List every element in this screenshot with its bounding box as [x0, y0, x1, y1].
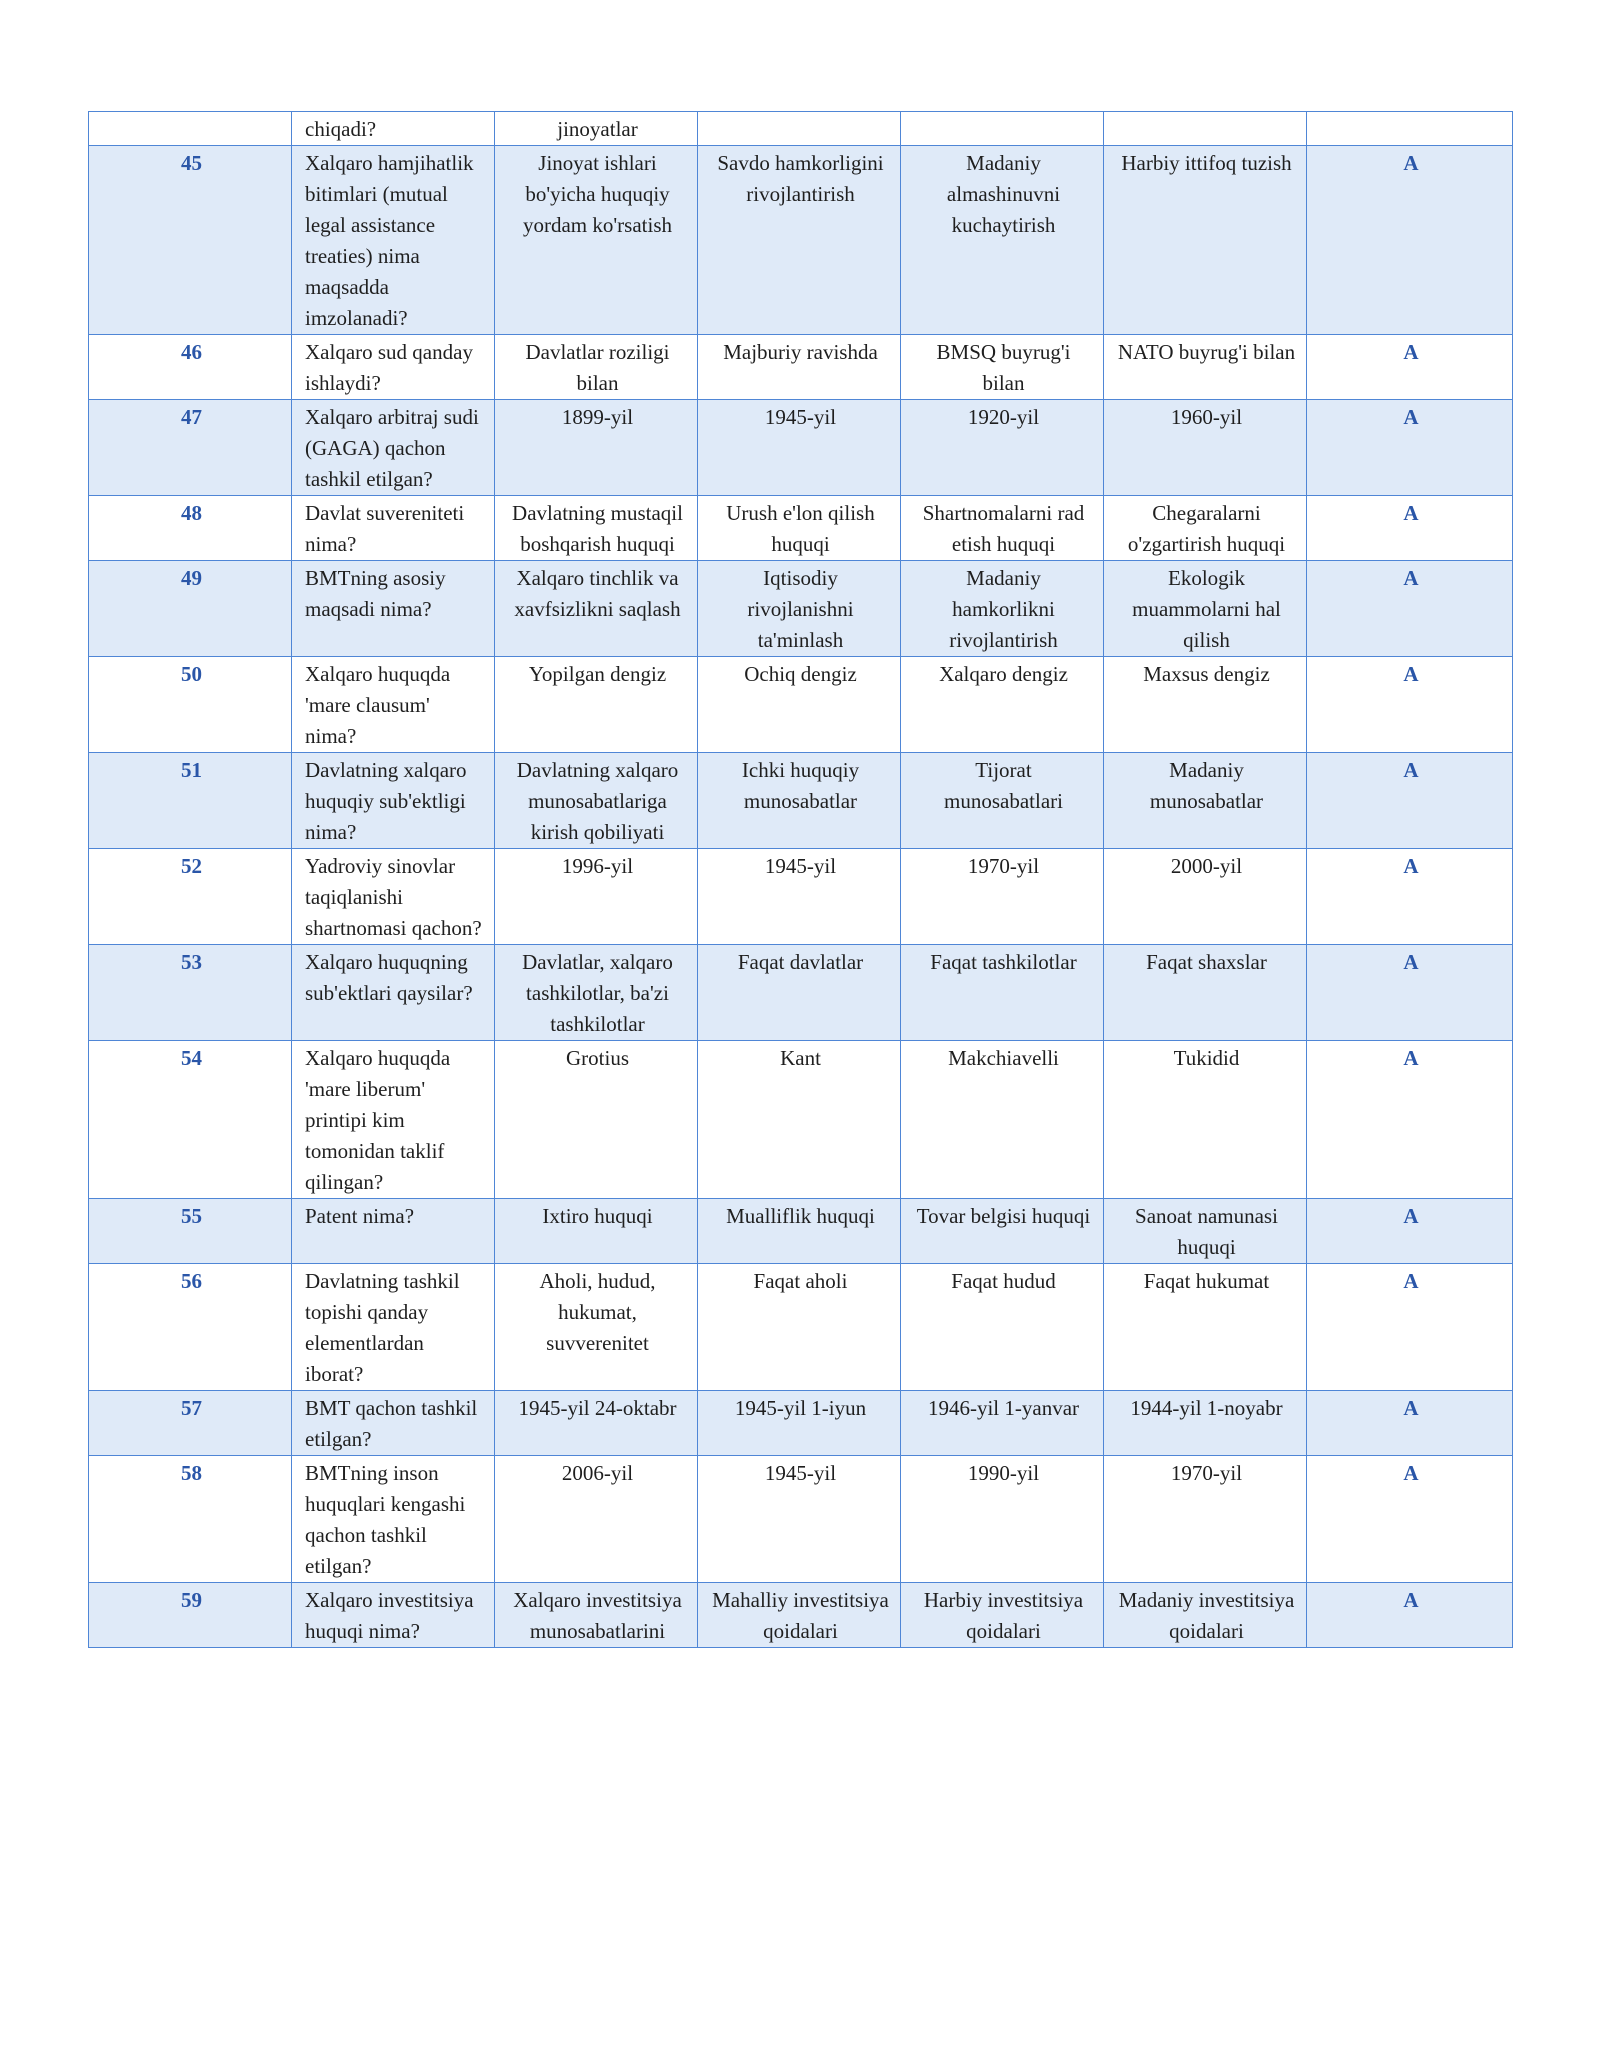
table-row — [89, 1583, 1513, 1648]
question-number — [89, 112, 292, 146]
option-a: Jinoyat ishlari bo'yicha huquqiy yordam ko'rsatish — [495, 146, 698, 335]
option-b: Mahalliy investitsiya qoidalari — [698, 1583, 901, 1648]
option-a: Xalqaro investitsiya munosabatlarini — [495, 1583, 698, 1648]
correct-answer: A — [1307, 1456, 1513, 1583]
option-b: Kant — [698, 1041, 901, 1199]
question-number: 55 — [89, 1199, 292, 1264]
option-d: Sanoat namunasi huquqi — [1104, 1199, 1307, 1264]
question-text: Xalqaro investitsiya huquqi nima? — [292, 1583, 495, 1648]
correct-answer: A — [1307, 400, 1513, 496]
option-b: 1945-yil — [698, 849, 901, 945]
option-b: Savdo hamkorligini rivojlantirish — [698, 146, 901, 335]
option-c: Madaniy hamkorlikni rivojlantirish — [901, 561, 1104, 657]
quiz-table-body — [89, 112, 1513, 1648]
question-text: chiqadi? — [292, 112, 495, 146]
question-text: Xalqaro arbitraj sudi (GAGA) qachon tashkil etilgan? — [292, 400, 495, 496]
correct-answer: A — [1307, 657, 1513, 753]
option-d: Ekologik muammolarni hal qilish — [1104, 561, 1307, 657]
correct-answer: A — [1307, 496, 1513, 561]
option-b: Majburiy ravishda — [698, 335, 901, 400]
option-a: Davlatlar roziligi bilan — [495, 335, 698, 400]
question-number: 57 — [89, 1391, 292, 1456]
option-a: Aholi, hudud, hukumat, suvverenitet — [495, 1264, 698, 1391]
question-number: 46 — [89, 335, 292, 400]
option-d: Faqat shaxslar — [1104, 945, 1307, 1041]
question-number: 51 — [89, 753, 292, 849]
option-c: 1920-yil — [901, 400, 1104, 496]
question-text: Davlat suvereniteti nima? — [292, 496, 495, 561]
question-text: Xalqaro huquqning sub'ektlari qaysilar? — [292, 945, 495, 1041]
table-row — [89, 496, 1513, 561]
table-row — [89, 400, 1513, 496]
option-b: 1945-yil — [698, 400, 901, 496]
question-text: BMT qachon tashkil etilgan? — [292, 1391, 495, 1456]
correct-answer — [1307, 112, 1513, 146]
correct-answer: A — [1307, 335, 1513, 400]
option-a: Davlatning xalqaro munosabatlariga kirish qobiliyati — [495, 753, 698, 849]
option-c: Harbiy investitsiya qoidalari — [901, 1583, 1104, 1648]
option-d: Faqat hukumat — [1104, 1264, 1307, 1391]
option-d — [1104, 112, 1307, 146]
option-d: NATO buyrug'i bilan — [1104, 335, 1307, 400]
document-page — [88, 111, 1512, 1648]
option-d: 1960-yil — [1104, 400, 1307, 496]
option-c: 1990-yil — [901, 1456, 1104, 1583]
question-number: 54 — [89, 1041, 292, 1199]
option-b: 1945-yil 1-iyun — [698, 1391, 901, 1456]
option-c: 1946-yil 1-yanvar — [901, 1391, 1104, 1456]
table-row — [89, 945, 1513, 1041]
correct-answer: A — [1307, 945, 1513, 1041]
option-a: Yopilgan dengiz — [495, 657, 698, 753]
option-c — [901, 112, 1104, 146]
option-c: Faqat tashkilotlar — [901, 945, 1104, 1041]
option-b: Ichki huquqiy munosabatlar — [698, 753, 901, 849]
question-number: 45 — [89, 146, 292, 335]
table-row — [89, 1199, 1513, 1264]
table-row — [89, 1391, 1513, 1456]
option-a: 1945-yil 24-oktabr — [495, 1391, 698, 1456]
table-row — [89, 561, 1513, 657]
table-row — [89, 753, 1513, 849]
option-c: Tijorat munosabatlari — [901, 753, 1104, 849]
question-number: 48 — [89, 496, 292, 561]
table-row — [89, 335, 1513, 400]
question-text: Xalqaro huquqda 'mare clausum' nima? — [292, 657, 495, 753]
option-d: 1970-yil — [1104, 1456, 1307, 1583]
question-text: Davlatning xalqaro huquqiy sub'ektligi nima? — [292, 753, 495, 849]
table-row — [89, 1041, 1513, 1199]
option-a: Ixtiro huquqi — [495, 1199, 698, 1264]
option-a: 1996-yil — [495, 849, 698, 945]
question-text: Yadroviy sinovlar taqiqlanishi shartnomasi qachon? — [292, 849, 495, 945]
table-row — [89, 1264, 1513, 1391]
question-text: Patent nima? — [292, 1199, 495, 1264]
option-a: 2006-yil — [495, 1456, 698, 1583]
quiz-table — [88, 111, 1513, 1648]
correct-answer: A — [1307, 1264, 1513, 1391]
option-a: Davlatning mustaqil boshqarish huquqi — [495, 496, 698, 561]
correct-answer: A — [1307, 753, 1513, 849]
table-row — [89, 849, 1513, 945]
option-c: Madaniy almashinuvni kuchaytirish — [901, 146, 1104, 335]
correct-answer: A — [1307, 849, 1513, 945]
correct-answer: A — [1307, 1199, 1513, 1264]
option-d: Chegaralarni o'zgartirish huquqi — [1104, 496, 1307, 561]
question-text: Xalqaro sud qanday ishlaydi? — [292, 335, 495, 400]
option-a: 1899-yil — [495, 400, 698, 496]
table-row — [89, 112, 1513, 146]
question-number: 50 — [89, 657, 292, 753]
option-c: Faqat hudud — [901, 1264, 1104, 1391]
option-b — [698, 112, 901, 146]
table-row — [89, 1456, 1513, 1583]
option-d: Maxsus dengiz — [1104, 657, 1307, 753]
correct-answer: A — [1307, 561, 1513, 657]
option-d: Madaniy investitsiya qoidalari — [1104, 1583, 1307, 1648]
option-b: Faqat davlatlar — [698, 945, 901, 1041]
option-a: Xalqaro tinchlik va xavfsizlikni saqlash — [495, 561, 698, 657]
option-c: Makchiavelli — [901, 1041, 1104, 1199]
option-c: Xalqaro dengiz — [901, 657, 1104, 753]
question-number: 59 — [89, 1583, 292, 1648]
question-number: 47 — [89, 400, 292, 496]
option-b: Iqtisodiy rivojlanishni ta'minlash — [698, 561, 901, 657]
option-a: jinoyatlar — [495, 112, 698, 146]
option-c: BMSQ buyrug'i bilan — [901, 335, 1104, 400]
option-d: Madaniy munosabatlar — [1104, 753, 1307, 849]
option-d: 2000-yil — [1104, 849, 1307, 945]
option-b: Faqat aholi — [698, 1264, 901, 1391]
correct-answer: A — [1307, 1041, 1513, 1199]
correct-answer: A — [1307, 146, 1513, 335]
option-d: Harbiy ittifoq tuzish — [1104, 146, 1307, 335]
correct-answer: A — [1307, 1583, 1513, 1648]
question-text: Xalqaro huquqda 'mare liberum' printipi kim tomonidan taklif qilingan? — [292, 1041, 495, 1199]
question-text: Davlatning tashkil topishi qanday elementlardan iborat? — [292, 1264, 495, 1391]
question-text: Xalqaro hamjihatlik bitimlari (mutual legal assistance treaties) nima maqsadda imzolanadi? — [292, 146, 495, 335]
option-c: 1970-yil — [901, 849, 1104, 945]
question-number: 58 — [89, 1456, 292, 1583]
option-c: Tovar belgisi huquqi — [901, 1199, 1104, 1264]
option-b: Ochiq dengiz — [698, 657, 901, 753]
option-d: 1944-yil 1-noyabr — [1104, 1391, 1307, 1456]
option-c: Shartnomalarni rad etish huquqi — [901, 496, 1104, 561]
question-number: 53 — [89, 945, 292, 1041]
table-row — [89, 657, 1513, 753]
option-d: Tukidid — [1104, 1041, 1307, 1199]
table-row — [89, 146, 1513, 335]
question-number: 56 — [89, 1264, 292, 1391]
question-number: 52 — [89, 849, 292, 945]
option-a: Davlatlar, xalqaro tashkilotlar, ba'zi tashkilotlar — [495, 945, 698, 1041]
option-b: Urush e'lon qilish huquqi — [698, 496, 901, 561]
option-b: 1945-yil — [698, 1456, 901, 1583]
question-text: BMTning asosiy maqsadi nima? — [292, 561, 495, 657]
correct-answer: A — [1307, 1391, 1513, 1456]
question-number: 49 — [89, 561, 292, 657]
question-text: BMTning inson huquqlari kengashi qachon tashkil etilgan? — [292, 1456, 495, 1583]
option-b: Mualliflik huquqi — [698, 1199, 901, 1264]
option-a: Grotius — [495, 1041, 698, 1199]
